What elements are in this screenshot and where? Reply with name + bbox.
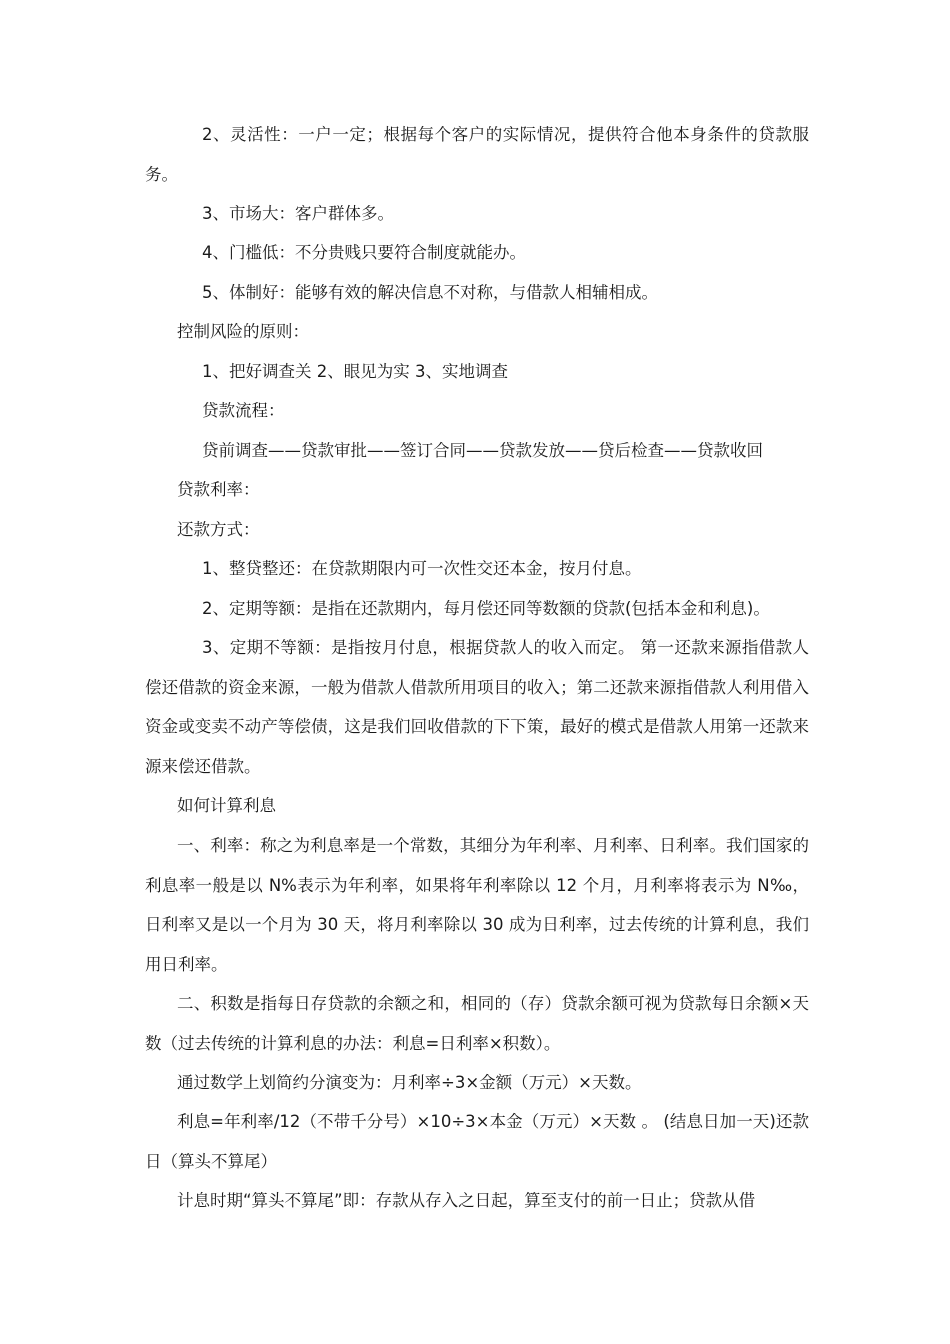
paragraph-interest-period: 计息时期“算头不算尾”即：存款从存入之日起，算至支付的前一日止；贷款从借 (177, 1191, 756, 1210)
paragraph-repayment-equal: 2、定期等额：是指在还款期内，每月偿还同等数额的贷款(包括本金和利息)。 (202, 599, 770, 618)
paragraph-repayment-lump-sum: 1、整贷整还：在贷款期限内可一次性交还本金，按月付息。 (202, 559, 642, 578)
paragraph-accumulation: 二、积数是指每日存贷款的余额之和，相同的（存）贷款余额可视为贷款每日余额×天数（过去传统的计算利息的办法：利息=日利率×积数）。 (145, 994, 809, 1053)
paragraph-threshold: 4、门槛低：不分贵贱只要符合制度就能办。 (202, 243, 526, 262)
heading-risk-principles: 控制风险的原则： (177, 322, 309, 341)
paragraph-interest-rate: 一、利率：称之为利息率是一个常数，其细分为年利率、月利率、日利率。我们国家的利息率一般是以 N%表示为年利率，如果将年利率除以 12 个月，月利率将表示为 N‰，日利率又是以一个月为 30 天，将月利率除以 30 成为日利率，过去传统的计算利息，我们用日利率。 (145, 836, 809, 974)
paragraph-interest-formula: 利息=年利率/12（不带千分号）×10÷3×本金（万元）×天数 。 (结息日加一天)还款日（算头不算尾） (145, 1112, 809, 1171)
paragraph-repayment-unequal: 3、定期不等额：是指按月付息，根据贷款人的收入而定。 第一还款来源指借款人偿还借款的资金来源，一般为借款人借款所用项目的收入；第二还款来源指借款人利用借入资金或变卖不动产等偿债，这是我们回收借款的下下策，最好的模式是借款人用第一还款来源来偿还借款。 (145, 638, 809, 776)
heading-calc-interest: 如何计算利息 (177, 796, 276, 815)
paragraph-loan-process-steps: 贷前调查——贷款审批——签订合同——贷款发放——贷后检查——贷款收回 (202, 441, 763, 460)
paragraph-risk-items: 1、把好调查关 2、眼见为实 3、实地调查 (202, 362, 508, 381)
heading-loan-rate: 贷款利率： (177, 480, 260, 499)
heading-repayment-methods: 还款方式： (177, 520, 260, 539)
paragraph-simplified-formula: 通过数学上划简约分演变为：月利率÷3×金额（万元）×天数。 (177, 1073, 642, 1092)
paragraph-flexibility: 2、灵活性：一户一定；根据每个客户的实际情况，提供符合他本身条件的贷款服务。 (145, 125, 809, 184)
heading-loan-process: 贷款流程： (202, 401, 285, 420)
paragraph-market: 3、市场大：客户群体多。 (202, 204, 394, 223)
paragraph-system: 5、体制好：能够有效的解决信息不对称，与借款人相辅相成。 (202, 283, 658, 302)
